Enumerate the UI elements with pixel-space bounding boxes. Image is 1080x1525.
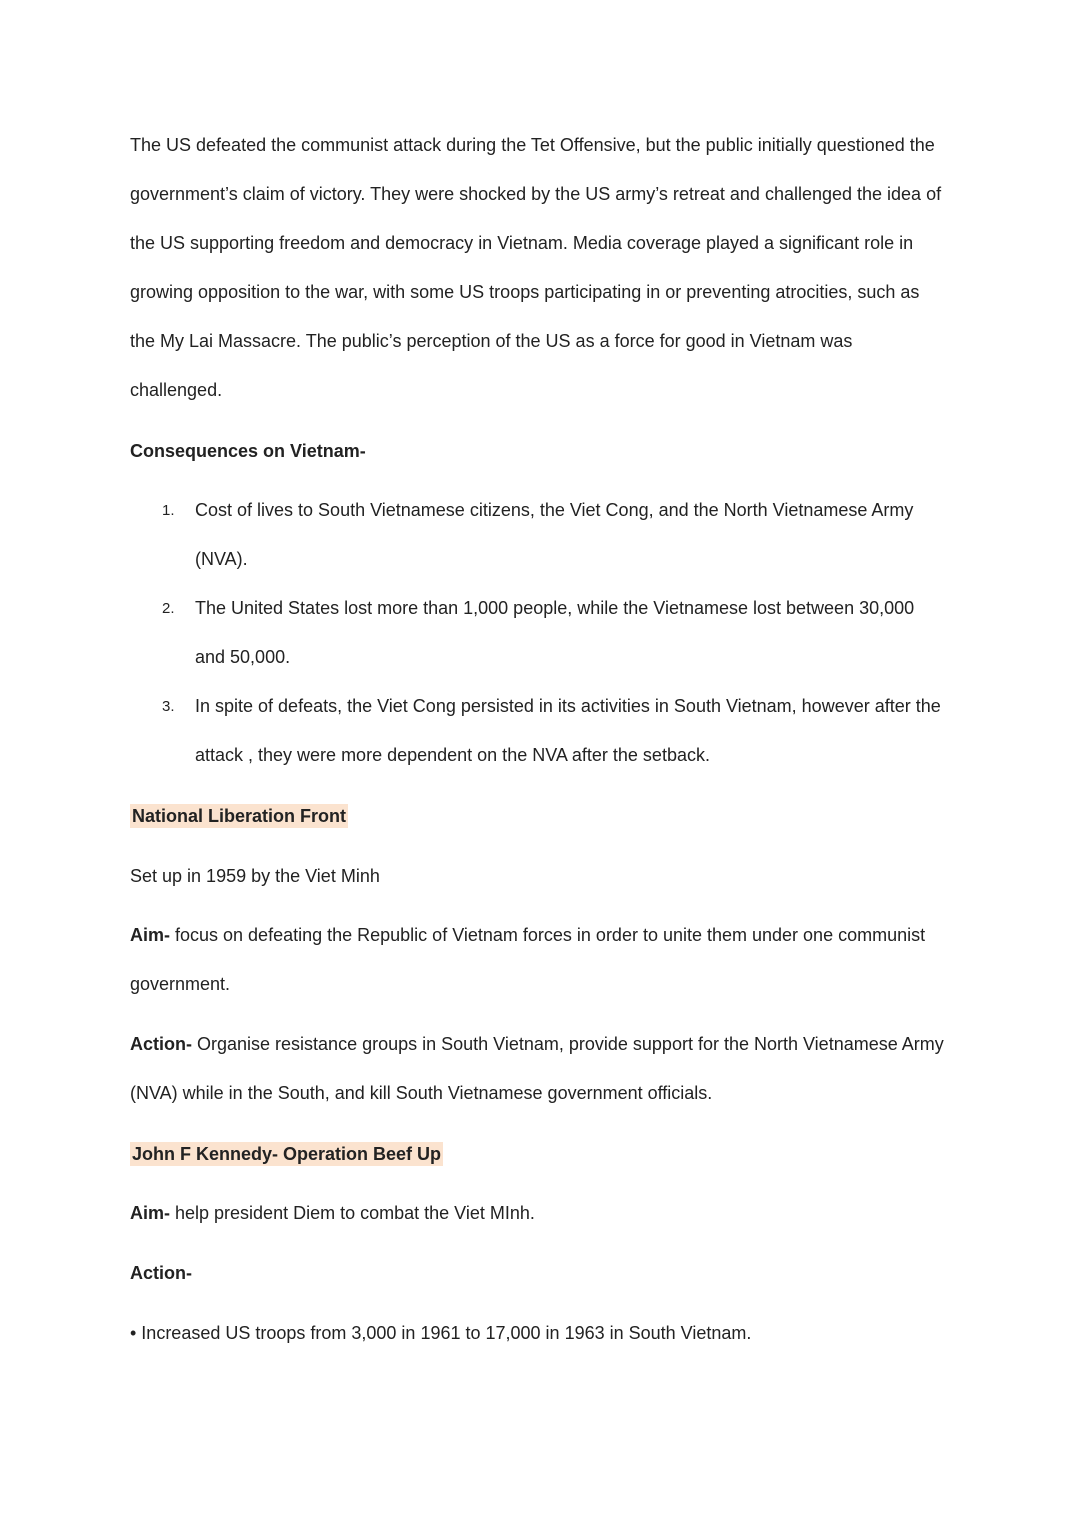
aim-text: help president Diem to combat the Viet MInh. (170, 1203, 535, 1223)
jfk-action-bullet: • Increased US troops from 3,000 in 1961 to 17,000 in 1963 in South Vietnam. (130, 1323, 752, 1343)
aim-label: Aim- (130, 925, 170, 945)
intro-paragraph: The US defeated the communist attack during the Tet Offensive, but the public initially questioned the government’s claim of victory. They were shocked by the US army’s retreat and challenged the idea of the US supporting freedom and democracy in Vietnam. Media coverage played a significant role in growing opposition to the war, with some US troops participating in or preventing atrocities, such as the My Lai Massacre. The public’s perception of the US as a force for good in Vietnam was challenged. (130, 135, 942, 400)
action-text: Organise resistance groups in South Vietnam, provide support for the North Vietnamese Army (NVA) while in the South, and kill South Vietnamese government officials. (130, 1034, 944, 1103)
list-item (130, 486, 945, 584)
aim-label: Aim- (130, 1203, 170, 1223)
list-item (130, 584, 945, 682)
highlighted-heading: National Liberation Front (132, 806, 346, 826)
nlf-heading (130, 801, 348, 831)
nlf-setup-text: Set up in 1959 by the Viet Minh (130, 866, 380, 886)
highlighted-heading: John F Kennedy- Operation Beef Up (132, 1144, 442, 1164)
list-item-text: Cost of lives to South Vietnamese citizens, the Viet Cong, and the North Vietnamese Army (NVA). (195, 500, 914, 569)
action-label: Action- (130, 1034, 192, 1054)
list-item-text: In spite of defeats, the Viet Cong persisted in its activities in South Vietnam, however after the attack , they were more dependent on the NVA after the setback. (195, 696, 941, 765)
aim-text: focus on defeating the Republic of Vietnam forces in order to unite them under one communist government. (130, 925, 926, 994)
jfk-heading (130, 1139, 443, 1169)
nlf-action-paragraph (130, 1020, 945, 1118)
list-item (130, 682, 945, 780)
nlf-aim-paragraph (130, 911, 945, 1009)
jfk-aim-paragraph (130, 1198, 535, 1228)
list-number: 1. (162, 502, 175, 519)
list-number: 2. (162, 600, 175, 617)
consequences-heading: Consequences on Vietnam- (130, 441, 366, 461)
list-number: 3. (162, 698, 175, 715)
jfk-action-label: Action- (130, 1263, 192, 1283)
list-item-text: The United States lost more than 1,000 people, while the Vietnamese lost between 30,000 and 50,000. (195, 598, 915, 667)
